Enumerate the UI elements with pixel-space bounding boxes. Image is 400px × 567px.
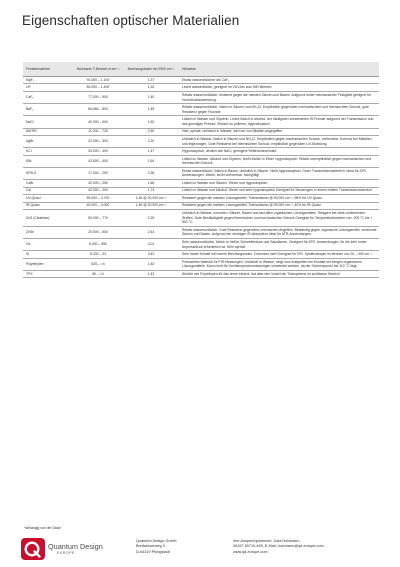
cell-material: AMTIR xyxy=(23,128,73,135)
company-name: Quantum Design GmbH xyxy=(136,539,177,543)
header-notes: Hinweise xyxy=(179,62,379,77)
cell-range: 40.000 – 600 xyxy=(73,116,123,128)
table-row xyxy=(23,187,379,194)
cell-range: 42.000 – 200 xyxy=(73,187,123,194)
cell-notes: Unlöslich in Wasser, löslich in Säuren und NH₄Cl. Empfindlich gegen mechanischen Schock, verformbar. Korrosiv bei Metallen und legierungen. Gute Resistenz bei thermischem Schock, empfindlich gegenüber UV-Strahlung. xyxy=(179,136,379,148)
cell-material: Ge xyxy=(23,239,73,251)
cell-notes: Hart, spröde, unlöslich in Wasser, wird nur von Alkalien angegriffen. xyxy=(179,128,379,135)
cell-index: 1,52 xyxy=(123,258,179,270)
cell-material: KBr xyxy=(23,155,73,167)
cell-range: 50 – <4 xyxy=(73,270,123,277)
cell-notes: Relativ wasserunlöslich, resistent gegen die meisten Säuren und Basen. Aufgrund hoher mechanischer Festigkeit geeignet für Hochdruckanwendung. xyxy=(179,91,379,103)
cell-range: 59.000 – 3.700 xyxy=(73,195,123,202)
cell-range: 11.000 – 725 xyxy=(73,128,123,135)
brand-subtitle: EUROPE xyxy=(57,551,75,555)
cell-material: ZnSe xyxy=(23,226,73,238)
table-row xyxy=(23,202,379,209)
cell-index: 1,46 @ 20.000 cm⁻¹ xyxy=(123,202,179,209)
cell-index: 1,74 xyxy=(123,187,179,194)
cell-range: 22.000 – 300 xyxy=(73,136,123,148)
quantum-design-logo-icon xyxy=(21,538,45,560)
cell-material: NaCl xyxy=(23,116,73,128)
table-row xyxy=(23,195,379,202)
table-row xyxy=(23,128,379,135)
cell-notes: Ähnlich wie Polyethylen für das ferne Infrarot, hat aber den Vorteil der Transparenz im sichtbaren Bereich xyxy=(179,270,379,277)
cell-index: 1,37 xyxy=(123,77,179,84)
cell-index: 1,52 xyxy=(123,116,179,128)
cell-material: BaF₂ xyxy=(23,104,73,116)
cell-index: 1,45 xyxy=(123,104,179,116)
cell-range: 20.000 – 500 xyxy=(73,226,123,238)
cell-material: MgF₂ xyxy=(23,77,73,84)
cell-index: 1,46 @ 20.000 cm⁻¹ xyxy=(123,195,179,202)
cell-range: 91.000 – 1.100 xyxy=(73,77,123,84)
table-row xyxy=(23,116,379,128)
table-row xyxy=(23,155,379,167)
table-row xyxy=(23,180,379,187)
cell-range: 43.500 – 400 xyxy=(73,155,123,167)
page-title: Eigenschaften optischer Materialien xyxy=(22,13,240,28)
cell-index: 2,20 xyxy=(123,136,179,148)
cell-range: 50.000 – 770 xyxy=(73,210,123,227)
cell-material: LiF xyxy=(23,84,73,91)
cell-material: KCl xyxy=(23,148,73,155)
cell-index: 1,66 xyxy=(123,180,179,187)
header-range: Nutzbarer T-Bereich in cm⁻¹ xyxy=(73,62,123,77)
cell-notes: Resistent gegen die meisten Lösungsmittel. Transmission @ 50.000 cm⁻¹: 40% für IR-Quarz. xyxy=(179,202,379,209)
table-row xyxy=(23,258,379,270)
cell-range: 625 – <4 xyxy=(73,258,123,270)
table-row xyxy=(23,148,379,155)
cell-notes: Preiswertes Material für FIR-Messungen. Unlöslich in Wasser, neigt zum Aufquellen bei Kontakt mit einigen organischen Lösungsmitteln. Kann nicht für Hochtemperaturmessungen verwendet werden, da der Schmelzpunkt bei 110 °C liegt. xyxy=(179,258,379,270)
cell-material: ZnS (Cleartran) xyxy=(23,210,73,227)
cell-range: 77.000 – 900 xyxy=(73,91,123,103)
cell-index: 2,50 xyxy=(123,128,179,135)
table-row xyxy=(23,104,379,116)
cell-material: UV-Quarz xyxy=(23,195,73,202)
table-row xyxy=(23,77,379,84)
cell-notes: Löslich in Wasser und Alkohol. Weich und sehr hygroskopisch Geeignet für Messungen in einem breiten Transmissionsbereich xyxy=(179,187,379,194)
cell-notes: Löslich in Wasser und Säuren. Weich und hygroskopisch xyxy=(179,180,379,187)
cell-range: 5.000 – 550 xyxy=(73,239,123,251)
cell-material: Polyethylen xyxy=(23,258,73,270)
contact-info xyxy=(233,539,324,555)
footnote: *abhängig von der Dicke xyxy=(24,526,61,530)
table-row xyxy=(23,270,379,277)
cell-material: KRS-5 xyxy=(23,167,73,179)
cell-material: CsI xyxy=(23,187,73,194)
table-row xyxy=(23,226,379,238)
cell-index: 1,54 xyxy=(123,155,179,167)
header-index: Brechungsindex bei 2000 cm⁻¹ xyxy=(123,62,179,77)
cell-material: TPX xyxy=(23,270,73,277)
cell-material: Si xyxy=(23,251,73,258)
company-address xyxy=(136,539,177,555)
cell-index: 1,33 xyxy=(123,84,179,91)
table-row xyxy=(23,136,379,148)
cell-range: 8.333 – 33 xyxy=(73,251,123,258)
table-row xyxy=(23,91,379,103)
cell-index: 4,01 xyxy=(123,239,179,251)
cell-range: 40.000 – 3.000 xyxy=(73,202,123,209)
company-street: Breitwieserweg 9 xyxy=(136,544,165,549)
cell-material: CaF₂ xyxy=(23,91,73,103)
cell-notes: Leicht wasserlöslich, geeignet im VUV-bis zum NIR-Bereich xyxy=(179,84,379,91)
cell-notes: Sehr harter Kristall mit hohem Brechungsindex. Chemisch inert Geeignet für FIR- Spektroskopie im Bereich von 20 – 400 cm⁻¹ xyxy=(179,251,379,258)
cell-range: 66.666 – 800 xyxy=(73,104,123,116)
cell-notes: Hygroskopisch, ähnlich wie NaCl, geringere Reflexionsverluste. xyxy=(179,148,379,155)
cell-range: 42.000 – 250 xyxy=(73,180,123,187)
cell-notes: Etwas wasserlöslich, löslich in Basen, unlöslich in Säuren. Nicht hygroskopisch. Guter Transmissionsbereich, ideal für ATR-Anwendungen. Weich, leicht verformbar, hochgiftig! xyxy=(179,167,379,179)
table-header-row xyxy=(23,62,379,77)
cell-index: 2,38 xyxy=(123,167,179,179)
cell-notes: Löslich in Wasser, Alkohol und Glyzerin, leicht löslich in Ether, hygroskopisch. Relativ unempfindlich gegen mechanischen und thermischen Schock xyxy=(179,155,379,167)
cell-index: 1,40 xyxy=(123,91,179,103)
header-material: Fenstermaterial xyxy=(23,62,73,77)
cell-material: IR-Quarz xyxy=(23,202,73,209)
materials-table-wrapper xyxy=(23,62,379,278)
cell-index: 2,43 xyxy=(123,226,179,238)
contact-person: Ihre Ansprechpartnerin: Julia Holzmann, xyxy=(233,539,301,543)
website-link[interactable]: www.qd-europe.com xyxy=(233,549,268,554)
materials-table xyxy=(23,62,379,278)
table-row xyxy=(23,239,379,251)
table-body xyxy=(23,77,379,278)
cell-material: CsBr xyxy=(23,180,73,187)
cell-notes: Löslich in Wasser und Glyzerin. Leicht löslich in Alkohol. Am häufigsten verwendetes IR-Fenster aufgrund der Transmission und des günstigen Preises. Einfach zu polieren, hygroskopisch xyxy=(179,116,379,128)
cell-index: 2,25 xyxy=(123,210,179,227)
cell-range: 83.000 – 1.400 xyxy=(73,84,123,91)
cell-notes: Unlöslich in Wasser, normale n Säuren, Basen und fast allen organischen Lösungsmitteln. Reagiert bei stark oxidierenden Stoffen. Gute Beständigkeit gegen thermischen und mechanischen Schock Geeignet für Temperaturbereiche von -200 °C bis + 800 °C. xyxy=(179,210,379,227)
table-row xyxy=(23,251,379,258)
cell-material: AgBr xyxy=(23,136,73,148)
cell-notes: Relativ wasserunlöslich. Gute Resistenz gegenüber chemischen Angriffen. Beständig gegen organische Lösungsmittel, verdünnte Säuren und Basen. Aufgrund der niedrigen IR-Absorption ideal für ATR-Anwendungen. xyxy=(179,226,379,238)
cell-index: 3,42 xyxy=(123,251,179,258)
cell-range: 17.000 – 250 xyxy=(73,167,123,179)
table-row xyxy=(23,210,379,227)
cell-range: 33.000 – 400 xyxy=(73,148,123,155)
brand-name: Quantum Design xyxy=(48,542,103,551)
cell-notes: Resistent gegen die meisten Lösungsmittel. Transmission @ 50.000 cm⁻¹: 98% für UV-Quarz. xyxy=(179,195,379,202)
cell-notes: Sehr wasserunlöslich, löslich in heißer Schwefelsäure und Salzsäuren. Geeignet für ATR- Anwendungen, für die kein hoher Anpressdruck erforderlich ist. Sehr spröde. xyxy=(179,239,379,251)
cell-index: 1,43 xyxy=(123,270,179,277)
cell-notes: Etwas wasserlöslicher als CaF₂ xyxy=(179,77,379,84)
table-row xyxy=(23,167,379,179)
contact-phone-email[interactable]: 06157 80710-495, E-Mail: holzmann@qd-europe.com xyxy=(233,544,324,549)
company-city: D-64319 Pfungstadt xyxy=(136,549,170,554)
cell-index: 1,47 xyxy=(123,148,179,155)
page-footer xyxy=(0,535,400,567)
cell-notes: Relativ wasserunlöslich, löslich in Säuren und NH₄Cl. Empfindlich gegenüber mechanischem und thermischem Schock, gute Resistenz gegen Fluoride xyxy=(179,104,379,116)
table-row xyxy=(23,84,379,91)
